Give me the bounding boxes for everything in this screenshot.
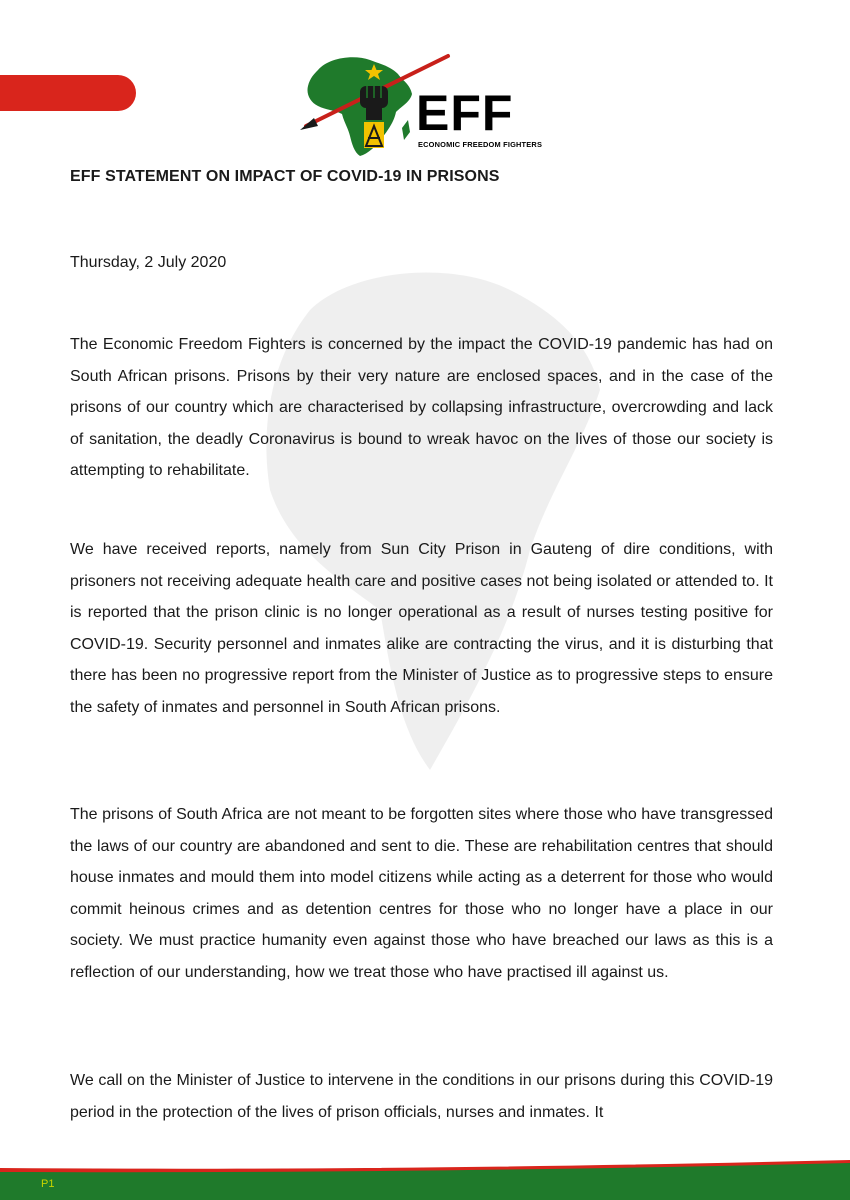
footer-band [0,1160,850,1200]
paragraph-4: We call on the Minister of Justice to intervene in the conditions in our prisons during this COVID-19 period in the protection of the lives of prison officials, nurses and inmates. It [70,1072,773,1121]
logo-tagline: ECONOMIC FREEDOM FIGHTERS [418,140,543,149]
document-date: Thursday, 2 July 2020 [70,254,227,271]
paragraph-3: The prisons of South Africa are not meant to be forgotten sites where those who have transgressed the laws of our country are abandoned and sent to die. These are rehabilitation centres that should house inmates and mould them into model citizens while acting as a deterrent for those who would commit heinous crimes and as detention centres for those who no longer have a place in our society. We must practice humanity even against those who have breached our laws as this is a reflection of our understanding, how we treat those who have practised ill against us. [70,806,773,981]
header-red-tab [0,75,136,111]
paragraph-1: The Economic Freedom Fighters is concerned by the impact the COVID-19 pandemic has had on South African prisons. Prisons by their very nature are enclosed spaces, and in the case of the prisons of our country which are characterised by collapsing infrastructure, overcrowding and lack of sanitation, the deadly Coronavirus is bound to wreak havoc on the lives of those our society is attempting to rehabilitate. [70,336,773,479]
logo-wordmark: EFF [416,85,514,141]
document-title: EFF STATEMENT ON IMPACT OF COVID-19 IN PRISONS [70,168,500,185]
paragraph-2: We have received reports, namely from Sun City Prison in Gauteng of dire conditions, with prisoners not receiving adequate health care and positive cases not being isolated or attended to. It is reported that the prison clinic is no longer operational as a result of nurses testing positive for COVID-19. Security personnel and inmates alike are contracting the virus, and it is disturbing that there has been no progressive report from the Minister of Justice as to progressive steps to ensure the safety of inmates and personnel in South African prisons. [70,541,773,716]
eff-logo [298,50,543,160]
page-number: P1 [41,1178,55,1190]
